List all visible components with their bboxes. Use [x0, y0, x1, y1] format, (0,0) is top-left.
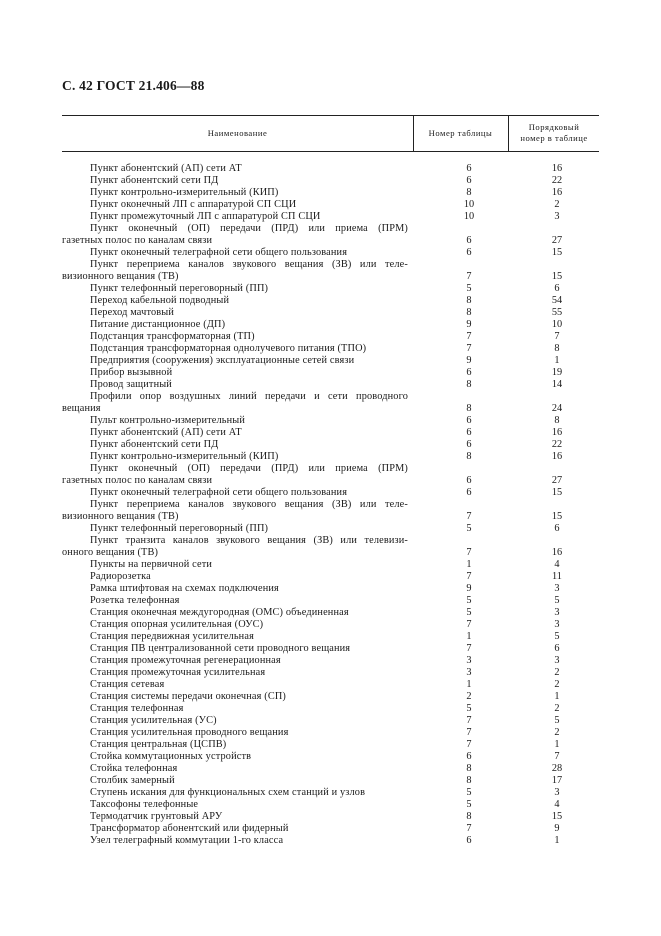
row-order-number: 2 — [554, 198, 560, 210]
row-table-number: 7 — [466, 510, 472, 522]
row-order-number: 8 — [554, 414, 560, 426]
row-table-number: 5 — [466, 702, 472, 714]
row-name: Ступень искания для функциональных схем станций и узлов — [90, 786, 366, 798]
row-name: Столбик замерный — [90, 774, 175, 786]
row-table-number: 7 — [466, 714, 472, 726]
table-row — [62, 451, 599, 463]
table-row — [62, 463, 599, 487]
row-name: Пункт абонентский сети ПД — [90, 174, 219, 186]
table-row — [62, 679, 599, 691]
row-order-number: 55 — [551, 306, 563, 318]
row-name: Пункт оконечный телеграфной сети общего пользования — [90, 486, 348, 498]
row-table-number: 5 — [466, 786, 472, 798]
row-name: Станция сетевая — [90, 678, 165, 690]
row-table-number: 8 — [466, 810, 472, 822]
row-name: Радиорозетка — [90, 570, 151, 582]
row-order-number: 15 — [551, 810, 563, 822]
table-row — [62, 487, 599, 499]
row-order-number: 3 — [554, 210, 560, 222]
row-order-number: 3 — [554, 786, 560, 798]
row-name: Переход кабельной подводный — [90, 294, 230, 306]
row-table-number: 7 — [466, 618, 472, 630]
row-table-number: 9 — [466, 354, 472, 366]
row-table-number: 5 — [466, 594, 472, 606]
row-order-number: 15 — [551, 510, 563, 522]
row-table-number: 6 — [466, 426, 472, 438]
row-name: Станция центральная (ЦСПВ) — [90, 738, 227, 750]
row-table-number: 5 — [466, 522, 472, 534]
row-name: Предприятия (сооружения) эксплуатационные сетей связи — [90, 354, 355, 366]
row-order-number: 28 — [551, 762, 563, 774]
table-row — [62, 655, 599, 667]
row-table-number: 6 — [466, 414, 472, 426]
row-name: Прибор вызывной — [90, 366, 173, 378]
table-row — [62, 631, 599, 643]
row-name-line: Пункт оконечный (ОП) передачи (ПРД) или приема (ПРМ) — [90, 222, 408, 234]
row-name: Пункт абонентский (АП) сети АТ — [90, 162, 242, 174]
table-row — [62, 343, 599, 355]
row-table-number: 5 — [466, 798, 472, 810]
row-name-line: газетных полос по каналам связи — [62, 474, 213, 486]
row-name: Станция системы передачи оконечная (СП) — [90, 690, 287, 702]
row-name-line: Профили опор воздушных линий передачи и сети проводного — [90, 390, 408, 402]
table-row — [62, 619, 599, 631]
column-header-name: Наименование — [207, 127, 268, 138]
table-row — [62, 787, 599, 799]
row-name: Станция телефонная — [90, 702, 184, 714]
table-row — [62, 835, 599, 847]
row-table-number: 5 — [466, 282, 472, 294]
row-table-number: 6 — [466, 234, 472, 246]
row-table-number: 1 — [466, 678, 472, 690]
table-row — [62, 319, 599, 331]
row-order-number: 1 — [554, 354, 560, 366]
row-name: Пульт контрольно-измерительный — [90, 414, 246, 426]
column-header-table-number: Номер таблицы — [428, 127, 493, 138]
row-name: Станция усилительная (УС) — [90, 714, 217, 726]
row-name: Пункт абонентский сети ПД — [90, 438, 219, 450]
table-row — [62, 211, 599, 223]
row-order-number: 27 — [551, 474, 563, 486]
row-table-number: 7 — [466, 726, 472, 738]
row-order-number: 22 — [551, 174, 563, 186]
row-table-number: 7 — [466, 546, 472, 558]
row-order-number: 16 — [551, 450, 563, 462]
table-row — [62, 199, 599, 211]
row-table-number: 8 — [466, 378, 472, 390]
row-order-number: 4 — [554, 558, 560, 570]
row-order-number: 3 — [554, 618, 560, 630]
row-order-number: 16 — [551, 162, 563, 174]
row-table-number: 6 — [466, 438, 472, 450]
row-table-number: 10 — [463, 198, 475, 210]
row-name-line: визионного вещания (ТВ) — [62, 510, 179, 522]
row-order-number: 5 — [554, 714, 560, 726]
table-row — [62, 175, 599, 187]
row-table-number: 8 — [466, 450, 472, 462]
row-name — [62, 535, 408, 559]
table-row — [62, 595, 599, 607]
row-order-number: 16 — [551, 546, 563, 558]
row-order-number: 5 — [554, 630, 560, 642]
row-name: Станция ПВ централизованной сети проводного вещания — [90, 642, 351, 654]
row-table-number: 7 — [466, 330, 472, 342]
row-order-number: 3 — [554, 606, 560, 618]
row-order-number: 54 — [551, 294, 563, 306]
table-row — [62, 415, 599, 427]
table-row — [62, 259, 599, 283]
table-row — [62, 187, 599, 199]
row-name-line: Пункт транзита каналов звукового вещания (ЗВ) или телевизи- — [90, 534, 408, 546]
row-name: Провод защитный — [90, 378, 172, 390]
row-name: Пункт оконечный телеграфной сети общего пользования — [90, 246, 348, 258]
row-name-line: Пункт оконечный (ОП) передачи (ПРД) или приема (ПРМ) — [90, 462, 408, 474]
row-order-number: 2 — [554, 666, 560, 678]
table-row — [62, 295, 599, 307]
row-name — [62, 499, 408, 523]
row-name: Розетка телефонная — [90, 594, 180, 606]
row-name: Питание дистанционное (ДП) — [90, 318, 226, 330]
table-row — [62, 439, 599, 451]
table-row — [62, 607, 599, 619]
row-table-number: 8 — [466, 402, 472, 414]
table-row — [62, 379, 599, 391]
row-name-line: Пункт переприема каналов звукового вещания (ЗВ) или теле- — [90, 498, 408, 510]
table-row — [62, 823, 599, 835]
row-table-number: 6 — [466, 162, 472, 174]
row-table-number: 5 — [466, 606, 472, 618]
row-table-number: 7 — [466, 642, 472, 654]
table-row — [62, 775, 599, 787]
table-row — [62, 751, 599, 763]
row-order-number: 7 — [554, 750, 560, 762]
row-name: Трансформатор абонентский или фидерный — [90, 822, 289, 834]
row-name: Пункт контрольно-измерительный (КИП) — [90, 186, 279, 198]
row-order-number: 4 — [554, 798, 560, 810]
row-name-line: газетных полос по каналам связи — [62, 234, 213, 246]
row-name — [62, 391, 408, 415]
row-order-number: 14 — [551, 378, 563, 390]
row-name: Стойка коммутационных устройств — [90, 750, 252, 762]
table-row — [62, 667, 599, 679]
row-order-number: 15 — [551, 246, 563, 258]
row-name: Подстанция трансформаторная (ТП) — [90, 330, 255, 342]
row-order-number: 9 — [554, 822, 560, 834]
row-table-number: 8 — [466, 186, 472, 198]
row-order-number: 10 — [551, 318, 563, 330]
table-row — [62, 763, 599, 775]
row-name: Переход мачтовый — [90, 306, 174, 318]
row-order-number: 22 — [551, 438, 563, 450]
row-name-line: вещания — [62, 402, 101, 414]
row-table-number: 3 — [466, 666, 472, 678]
row-table-number: 7 — [466, 270, 472, 282]
table-row — [62, 523, 599, 535]
row-order-number: 16 — [551, 186, 563, 198]
row-order-number: 24 — [551, 402, 563, 414]
row-order-number: 6 — [554, 282, 560, 294]
row-name: Пункт промежуточный ЛП с аппаратурой СП СЦИ — [90, 210, 321, 222]
table-row — [62, 739, 599, 751]
row-name — [62, 259, 408, 283]
table-row — [62, 331, 599, 343]
row-name: Пункт телефонный переговорный (ПП) — [90, 282, 269, 294]
row-name: Стойка телефонная — [90, 762, 178, 774]
table-row — [62, 427, 599, 439]
table-row — [62, 283, 599, 295]
row-name — [62, 223, 408, 247]
row-name: Таксофоны телефонные — [90, 798, 199, 810]
row-order-number: 3 — [554, 654, 560, 666]
row-table-number: 7 — [466, 342, 472, 354]
row-name: Пункт контрольно-измерительный (КИП) — [90, 450, 279, 462]
table-header-rule — [62, 151, 599, 152]
row-name: Термодатчик грунтовый АРУ — [90, 810, 223, 822]
table-row — [62, 715, 599, 727]
row-order-number: 7 — [554, 330, 560, 342]
table-row — [62, 559, 599, 571]
row-table-number: 8 — [466, 294, 472, 306]
row-name: Пункт абонентский (АП) сети АТ — [90, 426, 242, 438]
table-row — [62, 691, 599, 703]
table-row — [62, 799, 599, 811]
table-row — [62, 391, 599, 415]
row-table-number: 6 — [466, 834, 472, 846]
row-order-number: 8 — [554, 342, 560, 354]
row-table-number: 9 — [466, 318, 472, 330]
table-row — [62, 247, 599, 259]
table-row — [62, 583, 599, 595]
row-order-number: 27 — [551, 234, 563, 246]
row-table-number: 6 — [466, 486, 472, 498]
row-order-number: 3 — [554, 582, 560, 594]
row-table-number: 2 — [466, 690, 472, 702]
row-table-number: 6 — [466, 474, 472, 486]
row-table-number: 1 — [466, 630, 472, 642]
row-order-number: 2 — [554, 726, 560, 738]
column-header-order-number: Порядковый номер в таблице — [520, 122, 588, 143]
row-table-number: 8 — [466, 306, 472, 318]
row-name-line: онного вещания (ТВ) — [62, 546, 159, 558]
row-order-number: 2 — [554, 702, 560, 714]
row-name: Рамка штифтовая на схемах подключения — [90, 582, 279, 594]
row-order-number: 15 — [551, 486, 563, 498]
row-name: Узел телеграфный коммутации 1-го класса — [90, 834, 284, 846]
row-table-number: 9 — [466, 582, 472, 594]
row-name: Подстанция трансформаторная однолучевого питания (ТПО) — [90, 342, 367, 354]
row-name: Станция оконечная междугородная (ОМС) объединенная — [90, 606, 349, 618]
row-order-number: 1 — [554, 738, 560, 750]
row-order-number: 15 — [551, 270, 563, 282]
table-row — [62, 727, 599, 739]
row-table-number: 7 — [466, 570, 472, 582]
row-order-number: 1 — [554, 834, 560, 846]
row-table-number: 6 — [466, 366, 472, 378]
table-row — [62, 163, 599, 175]
table-row — [62, 223, 599, 247]
row-table-number: 8 — [466, 762, 472, 774]
row-table-number: 7 — [466, 738, 472, 750]
row-order-number: 1 — [554, 690, 560, 702]
row-name-line: Пункт переприема каналов звукового вещания (ЗВ) или теле- — [90, 258, 408, 270]
row-name: Станция промежуточная усилительная — [90, 666, 266, 678]
row-name: Пункты на первичной сети — [90, 558, 213, 570]
row-name: Станция опорная усилительная (ОУС) — [90, 618, 264, 630]
table-row — [62, 571, 599, 583]
row-order-number: 6 — [554, 642, 560, 654]
table-body — [62, 163, 599, 847]
row-order-number: 16 — [551, 426, 563, 438]
column-divider — [508, 115, 509, 151]
row-name-line: визионного вещания (ТВ) — [62, 270, 179, 282]
row-name: Станция передвижная усилительная — [90, 630, 254, 642]
table-row — [62, 703, 599, 715]
row-name: Пункт оконечный ЛП с аппаратурой СП СЦИ — [90, 198, 297, 210]
row-name: Станция промежуточная регенерационная — [90, 654, 281, 666]
row-table-number: 3 — [466, 654, 472, 666]
table-row — [62, 535, 599, 559]
row-name: Станция усилительная проводного вещания — [90, 726, 289, 738]
row-table-number: 6 — [466, 750, 472, 762]
table-row — [62, 307, 599, 319]
row-table-number: 10 — [463, 210, 475, 222]
row-order-number: 17 — [551, 774, 563, 786]
row-table-number: 1 — [466, 558, 472, 570]
row-name — [62, 463, 408, 487]
table-row — [62, 367, 599, 379]
page-header: С. 42 ГОСТ 21.406—88 — [62, 78, 205, 93]
table-row — [62, 355, 599, 367]
row-order-number: 2 — [554, 678, 560, 690]
table-row — [62, 499, 599, 523]
row-table-number: 8 — [466, 774, 472, 786]
row-name: Пункт телефонный переговорный (ПП) — [90, 522, 269, 534]
row-order-number: 19 — [551, 366, 563, 378]
table-row — [62, 811, 599, 823]
row-table-number: 6 — [466, 246, 472, 258]
table-row — [62, 643, 599, 655]
row-table-number: 7 — [466, 822, 472, 834]
row-order-number: 6 — [554, 522, 560, 534]
row-order-number: 11 — [552, 570, 562, 582]
row-order-number: 5 — [554, 594, 560, 606]
row-table-number: 6 — [466, 174, 472, 186]
